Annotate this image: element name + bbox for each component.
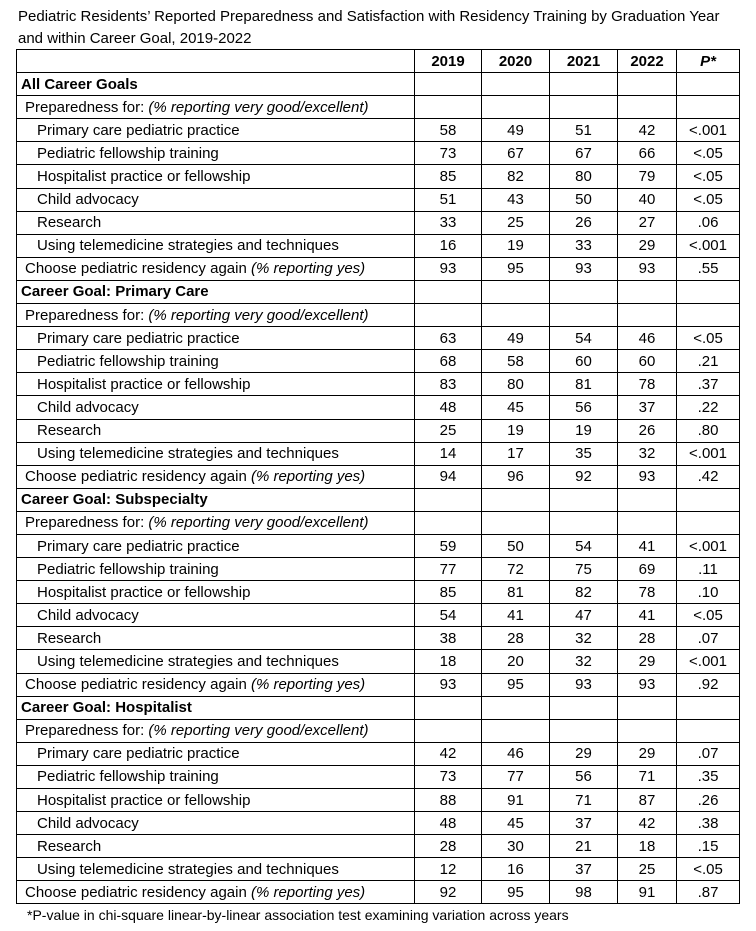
value-cell: 67 [482, 142, 550, 165]
preparedness-label [17, 96, 415, 119]
value-cell: 66 [618, 142, 677, 165]
choose-again-row [17, 257, 740, 280]
table-row [17, 396, 740, 419]
value-cell: 28 [618, 627, 677, 650]
footnote: *P-value in chi-square linear-by-linear association test examining variation across years [27, 907, 569, 923]
item-label: Pediatric fellowship training [17, 142, 415, 165]
table-body [17, 73, 740, 904]
value-cell: 29 [618, 650, 677, 673]
section-title: Career Goal: Primary Care [17, 280, 415, 303]
value-cell: 54 [415, 604, 482, 627]
value-cell: 25 [415, 419, 482, 442]
header-year-2019: 2019 [415, 50, 482, 73]
table-title: Pediatric Residents’ Reported Preparedness and Satisfaction with Residency Training by Graduation Year and within Career Goal, 2019-2022 [18, 8, 720, 47]
value-cell: 32 [550, 627, 618, 650]
table-row [17, 604, 740, 627]
table-row [17, 581, 740, 604]
p-value-cell: .06 [677, 211, 740, 234]
value-cell: 80 [550, 165, 618, 188]
empty-cell [415, 73, 482, 96]
empty-cell [618, 696, 677, 719]
item-label: Child advocacy [17, 188, 415, 211]
p-value-cell: .22 [677, 396, 740, 419]
value-cell: 29 [618, 742, 677, 765]
value-cell: 81 [482, 581, 550, 604]
table-row [17, 858, 740, 881]
value-cell: 30 [482, 835, 550, 858]
choose-again-note: (% reporting yes) [250, 260, 366, 278]
value-cell: 38 [415, 627, 482, 650]
p-value-cell: .38 [677, 812, 740, 835]
item-label: Hospitalist practice or fellowship [17, 789, 415, 812]
value-cell: 48 [415, 396, 482, 419]
table-row [17, 327, 740, 350]
empty-cell [415, 280, 482, 303]
choose-again-note: (% reporting yes) [250, 676, 366, 694]
p-value-cell: <.001 [677, 534, 740, 557]
value-cell: 54 [550, 534, 618, 557]
value-cell: 72 [482, 558, 550, 581]
empty-cell [415, 696, 482, 719]
value-cell: 58 [415, 119, 482, 142]
value-cell: 37 [618, 396, 677, 419]
item-label: Child advocacy [17, 604, 415, 627]
item-label: Using telemedicine strategies and techniques [17, 234, 415, 257]
preparedness-label [17, 511, 415, 534]
preparedness-text: Preparedness for: [25, 306, 149, 324]
p-value-cell: .35 [677, 765, 740, 788]
value-cell: 68 [415, 350, 482, 373]
value-cell: 46 [482, 742, 550, 765]
p-value-cell: .37 [677, 373, 740, 396]
value-cell: 41 [618, 534, 677, 557]
empty-cell [618, 511, 677, 534]
value-cell: 93 [618, 257, 677, 280]
value-cell: 27 [618, 211, 677, 234]
value-cell: 42 [618, 812, 677, 835]
table-row [17, 534, 740, 557]
value-cell: 95 [482, 257, 550, 280]
value-cell: 60 [550, 350, 618, 373]
section-title: Career Goal: Hospitalist [17, 696, 415, 719]
empty-cell [482, 280, 550, 303]
section-row [17, 280, 740, 303]
value-cell: 21 [550, 835, 618, 858]
value-cell: 73 [415, 142, 482, 165]
section-row [17, 488, 740, 511]
header-label-cell [17, 50, 415, 73]
table-row [17, 812, 740, 835]
item-label: Hospitalist practice or fellowship [17, 165, 415, 188]
choose-again-text: Choose pediatric residency again [25, 676, 251, 694]
value-cell: 33 [415, 211, 482, 234]
value-cell: 26 [550, 211, 618, 234]
empty-cell [415, 488, 482, 511]
value-cell: 88 [415, 789, 482, 812]
empty-cell [550, 96, 618, 119]
item-label: Research [17, 627, 415, 650]
value-cell: 77 [415, 558, 482, 581]
value-cell: 26 [618, 419, 677, 442]
value-cell: 83 [415, 373, 482, 396]
value-cell: 78 [618, 581, 677, 604]
value-cell: 54 [550, 327, 618, 350]
value-cell: 48 [415, 812, 482, 835]
value-cell: 71 [550, 789, 618, 812]
value-cell: 91 [618, 881, 677, 904]
value-cell: 43 [482, 188, 550, 211]
value-cell: 29 [618, 234, 677, 257]
p-value-cell: .55 [677, 257, 740, 280]
value-cell: 81 [550, 373, 618, 396]
empty-cell [677, 511, 740, 534]
empty-cell [618, 719, 677, 742]
item-label: Pediatric fellowship training [17, 350, 415, 373]
table-row [17, 442, 740, 465]
empty-cell [482, 304, 550, 327]
section-row [17, 696, 740, 719]
p-value-cell: .42 [677, 465, 740, 488]
choose-again-row [17, 673, 740, 696]
value-cell: 93 [618, 465, 677, 488]
value-cell: 47 [550, 604, 618, 627]
value-cell: 94 [415, 465, 482, 488]
preparedness-text: Preparedness for: [25, 514, 149, 532]
value-cell: 77 [482, 765, 550, 788]
value-cell: 18 [415, 650, 482, 673]
value-cell: 71 [618, 765, 677, 788]
value-cell: 14 [415, 442, 482, 465]
table-row [17, 350, 740, 373]
empty-cell [677, 719, 740, 742]
value-cell: 96 [482, 465, 550, 488]
empty-cell [677, 304, 740, 327]
preparedness-note: (% reporting very good/excellent) [148, 306, 369, 324]
item-label: Pediatric fellowship training [17, 558, 415, 581]
item-label: Using telemedicine strategies and techniques [17, 650, 415, 673]
choose-again-text: Choose pediatric residency again [25, 468, 251, 486]
value-cell: 95 [482, 673, 550, 696]
p-value-cell: .15 [677, 835, 740, 858]
empty-cell [482, 96, 550, 119]
value-cell: 78 [618, 373, 677, 396]
value-cell: 35 [550, 442, 618, 465]
item-label: Primary care pediatric practice [17, 327, 415, 350]
empty-cell [482, 73, 550, 96]
item-label: Child advocacy [17, 812, 415, 835]
preparedness-row [17, 96, 740, 119]
value-cell: 28 [482, 627, 550, 650]
p-value-cell: <.001 [677, 119, 740, 142]
value-cell: 45 [482, 396, 550, 419]
section-title: All Career Goals [17, 73, 415, 96]
header-year-2021: 2021 [550, 50, 618, 73]
table-row [17, 742, 740, 765]
preparedness-row [17, 511, 740, 534]
choose-again-label [17, 257, 415, 280]
value-cell: 29 [550, 742, 618, 765]
item-label: Child advocacy [17, 396, 415, 419]
p-value-cell: <.001 [677, 442, 740, 465]
value-cell: 56 [550, 396, 618, 419]
item-label: Hospitalist practice or fellowship [17, 373, 415, 396]
value-cell: 59 [415, 534, 482, 557]
item-label: Primary care pediatric practice [17, 534, 415, 557]
preparedness-label [17, 304, 415, 327]
empty-cell [482, 719, 550, 742]
value-cell: 25 [618, 858, 677, 881]
value-cell: 82 [550, 581, 618, 604]
value-cell: 16 [415, 234, 482, 257]
table-row [17, 373, 740, 396]
value-cell: 42 [415, 742, 482, 765]
header-p-value: P* [677, 50, 740, 73]
empty-cell [550, 73, 618, 96]
p-value-cell: <.001 [677, 650, 740, 673]
value-cell: 51 [550, 119, 618, 142]
value-cell: 87 [618, 789, 677, 812]
preparedness-label [17, 719, 415, 742]
preparedness-note: (% reporting very good/excellent) [148, 98, 369, 116]
value-cell: 93 [550, 673, 618, 696]
value-cell: 32 [550, 650, 618, 673]
value-cell: 46 [618, 327, 677, 350]
p-value-cell: <.001 [677, 234, 740, 257]
value-cell: 56 [550, 765, 618, 788]
table-row [17, 211, 740, 234]
p-value-cell: .11 [677, 558, 740, 581]
preparedness-row [17, 304, 740, 327]
p-value-cell: <.05 [677, 188, 740, 211]
value-cell: 16 [482, 858, 550, 881]
choose-again-note: (% reporting yes) [250, 468, 366, 486]
empty-cell [415, 511, 482, 534]
preparedness-note: (% reporting very good/excellent) [148, 722, 369, 740]
value-cell: 79 [618, 165, 677, 188]
value-cell: 32 [618, 442, 677, 465]
choose-again-row [17, 465, 740, 488]
section-row [17, 73, 740, 96]
header-year-2020: 2020 [482, 50, 550, 73]
value-cell: 19 [482, 419, 550, 442]
p-value-cell: <.05 [677, 858, 740, 881]
value-cell: 40 [618, 188, 677, 211]
empty-cell [677, 96, 740, 119]
value-cell: 85 [415, 581, 482, 604]
table-row [17, 650, 740, 673]
p-value-cell: <.05 [677, 327, 740, 350]
value-cell: 19 [482, 234, 550, 257]
table-row [17, 558, 740, 581]
choose-again-label [17, 465, 415, 488]
value-cell: 63 [415, 327, 482, 350]
value-cell: 41 [482, 604, 550, 627]
preparedness-note: (% reporting very good/excellent) [148, 514, 369, 532]
value-cell: 50 [482, 534, 550, 557]
value-cell: 41 [618, 604, 677, 627]
empty-cell [550, 511, 618, 534]
empty-cell [677, 73, 740, 96]
empty-cell [677, 696, 740, 719]
empty-cell [482, 696, 550, 719]
value-cell: 75 [550, 558, 618, 581]
empty-cell [618, 96, 677, 119]
value-cell: 69 [618, 558, 677, 581]
empty-cell [550, 304, 618, 327]
value-cell: 17 [482, 442, 550, 465]
value-cell: 45 [482, 812, 550, 835]
header-row [17, 50, 740, 73]
value-cell: 37 [550, 858, 618, 881]
choose-again-label [17, 673, 415, 696]
value-cell: 93 [415, 673, 482, 696]
value-cell: 51 [415, 188, 482, 211]
table-row [17, 188, 740, 211]
value-cell: 73 [415, 765, 482, 788]
p-value-cell: .26 [677, 789, 740, 812]
item-label: Primary care pediatric practice [17, 119, 415, 142]
value-cell: 12 [415, 858, 482, 881]
item-label: Research [17, 211, 415, 234]
value-cell: 50 [550, 188, 618, 211]
empty-cell [415, 304, 482, 327]
table-row [17, 165, 740, 188]
empty-cell [550, 488, 618, 511]
choose-again-note: (% reporting yes) [250, 883, 366, 901]
table-row [17, 119, 740, 142]
p-value-cell: <.05 [677, 142, 740, 165]
value-cell: 37 [550, 812, 618, 835]
value-cell: 28 [415, 835, 482, 858]
item-label: Using telemedicine strategies and techniques [17, 858, 415, 881]
value-cell: 91 [482, 789, 550, 812]
value-cell: 49 [482, 327, 550, 350]
preparedness-text: Preparedness for: [25, 98, 149, 116]
p-value-cell: .07 [677, 627, 740, 650]
choose-again-text: Choose pediatric residency again [25, 260, 251, 278]
p-value-cell: <.05 [677, 604, 740, 627]
results-table [16, 49, 740, 904]
empty-cell [415, 719, 482, 742]
empty-cell [415, 96, 482, 119]
value-cell: 18 [618, 835, 677, 858]
item-label: Using telemedicine strategies and techniques [17, 442, 415, 465]
table-row [17, 234, 740, 257]
choose-again-row [17, 881, 740, 904]
value-cell: 98 [550, 881, 618, 904]
value-cell: 93 [618, 673, 677, 696]
table-row [17, 142, 740, 165]
empty-cell [618, 488, 677, 511]
table-row [17, 835, 740, 858]
value-cell: 33 [550, 234, 618, 257]
item-label: Hospitalist practice or fellowship [17, 581, 415, 604]
empty-cell [482, 488, 550, 511]
empty-cell [550, 696, 618, 719]
preparedness-text: Preparedness for: [25, 722, 149, 740]
value-cell: 49 [482, 119, 550, 142]
p-value-cell: .87 [677, 881, 740, 904]
empty-cell [550, 280, 618, 303]
value-cell: 19 [550, 419, 618, 442]
p-value-cell: .80 [677, 419, 740, 442]
value-cell: 58 [482, 350, 550, 373]
header-year-2022: 2022 [618, 50, 677, 73]
item-label: Research [17, 419, 415, 442]
value-cell: 92 [415, 881, 482, 904]
value-cell: 20 [482, 650, 550, 673]
value-cell: 25 [482, 211, 550, 234]
empty-cell [677, 280, 740, 303]
value-cell: 82 [482, 165, 550, 188]
value-cell: 95 [482, 881, 550, 904]
value-cell: 93 [550, 257, 618, 280]
value-cell: 80 [482, 373, 550, 396]
table-row [17, 765, 740, 788]
empty-cell [550, 719, 618, 742]
p-value-cell: .07 [677, 742, 740, 765]
value-cell: 93 [415, 257, 482, 280]
item-label: Primary care pediatric practice [17, 742, 415, 765]
preparedness-row [17, 719, 740, 742]
value-cell: 60 [618, 350, 677, 373]
p-value-cell: .10 [677, 581, 740, 604]
item-label: Research [17, 835, 415, 858]
p-value-cell: <.05 [677, 165, 740, 188]
value-cell: 92 [550, 465, 618, 488]
section-title: Career Goal: Subspecialty [17, 488, 415, 511]
p-value-cell: .92 [677, 673, 740, 696]
choose-again-label [17, 881, 415, 904]
empty-cell [618, 73, 677, 96]
empty-cell [618, 304, 677, 327]
item-label: Pediatric fellowship training [17, 765, 415, 788]
p-value-cell: .21 [677, 350, 740, 373]
empty-cell [618, 280, 677, 303]
empty-cell [677, 488, 740, 511]
table-row [17, 419, 740, 442]
empty-cell [482, 511, 550, 534]
choose-again-text: Choose pediatric residency again [25, 883, 251, 901]
value-cell: 42 [618, 119, 677, 142]
table-row [17, 789, 740, 812]
value-cell: 67 [550, 142, 618, 165]
table-row [17, 627, 740, 650]
value-cell: 85 [415, 165, 482, 188]
